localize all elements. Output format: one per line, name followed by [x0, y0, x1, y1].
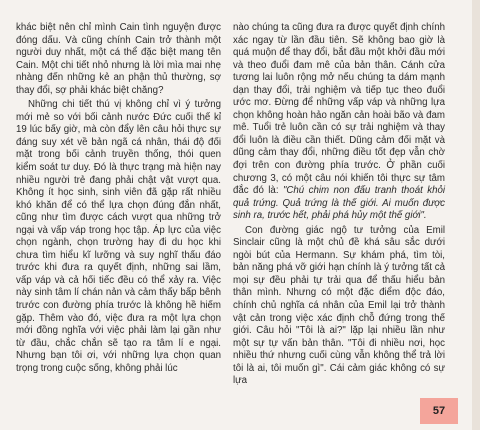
right-paragraph-1	[233, 22, 445, 223]
quote-text: "Chú chim non đấu tranh thoát khỏi quả trứng. Quả trứng là thế giới. Ai muốn được sinh ra, trước hết, phải phá hủy một thế giới".	[233, 185, 445, 222]
left-column	[16, 22, 221, 375]
right-paragraph-1-text: nào chúng ta cũng đưa ra được quyết định chính xác ngay từ lần đầu tiên. Sẽ không bao giờ là quá muộn để thay đổi, bắt đầu một khởi đầu mới và theo đuổi đam mê của bản thân. Cánh cửa tương lai luôn rộng mở nếu chúng ta dám mạnh dạn thay đổi, trải nghiệm và tiếp tục theo đuổi ước mơ. Đừng để những vấp váp và những lựa chọn không hoàn hảo ngăn cản hoài bão và đam mê. Tuổi trẻ luôn cần có sự trải nghiệm và thay đổi luôn là điều cần thiết. Dũng cảm đối mặt và dũng cảm thay đổi, những điều tốt đẹp vẫn chờ đợi trên con đường phía trước. Ở phần cuối chương 3, có một câu nói khiến tôi thực sự tâm đắc đó là:	[233, 22, 445, 197]
page-number-badge: 57	[420, 398, 458, 424]
right-column	[233, 22, 445, 388]
left-paragraph-1: khác biệt nên chỉ mình Cain tình nguyện được đóng dấu. Và cũng chính Cain trở thành một người duy nhất, một cá thể đặc biệt mang tên Cain. Một chi tiết nhỏ nhưng là lời mìa mai nhẹ nhàng đến những kẻ an phận thủ thường, sợ thay đổi, sợ phải khác biệt chăng?	[16, 22, 221, 96]
right-paragraph-2: Con đường giác ngộ tư tưởng của Emil Sinclair cũng là một chủ đề khá sâu sắc dưới ngòi bút của Hermann. Sự khám phá, tìm tòi, bản năng phá vỡ giới hạn chính là ý tưởng tất cả mọi sự đều phải tự trải qua để thấu hiểu bản thân mình. Nhưng có một đặc điểm độc đáo, chính chủ nghĩa cá nhân của Emil lại trở thành vật cản trong việc xác định chỗ đứng trong thế giới. Câu hỏi "Tôi là ai?" lặp lại nhiều lần như một sự tự vấn bản thân. "Tôi đi nhiều nơi, học nhiều thứ nhưng cuối cùng vẫn không thể trả lời tôi là ai, tôi muốn gì". Cái cảm giác không có sự lựa	[233, 224, 445, 387]
left-paragraph-2: Những chi tiết thú vị không chỉ vì ý tưởng mới mẻ so với bối cảnh nước Đức cuối thế kỉ 19 lúc bấy giờ, mà còn đẩy lên câu hỏi thực sự đáng suy xét về bản ngã cá nhân, thái độ đối mặt trong bối cảnh truyền thống, thói quen kiểm soát tư duy. Đó là thực trạng mà hiện nay nhiều người trẻ đang phải chật vật vượt qua. Không ít học sinh, sinh viên đã gặp rất nhiều khó khăn để có thể lựa chọn đúng đắn nhất, cũng như tìm được cách vượt qua những trở ngại và vấp váp trong học tập. Áp lực của việc chọn ngành, chọn trường hay đi du học khi chưa tìm hiểu kĩ lưỡng và suy nghĩ thấu đáo trước khi đưa ra quyết định, những sai lầm, vấp váp và cả hối tiếc đều có thể xảy ra. Việc này sinh tâm lí chán nản và cảm thấy bấp bênh trước con đường phía trước là không hề hiếm gặp. Thêm vào đó, việc đưa ra một lựa chọn mới đồng nghĩa với việc phải làm lại gần như từ đầu, chắc chắn sẽ tạo ra tâm lí e ngại. Nhưng bạn tôi ơi, với những lựa chọn quan trọng trong cuộc sống, không phải lúc	[16, 99, 221, 374]
page-edge-strip	[472, 0, 480, 430]
